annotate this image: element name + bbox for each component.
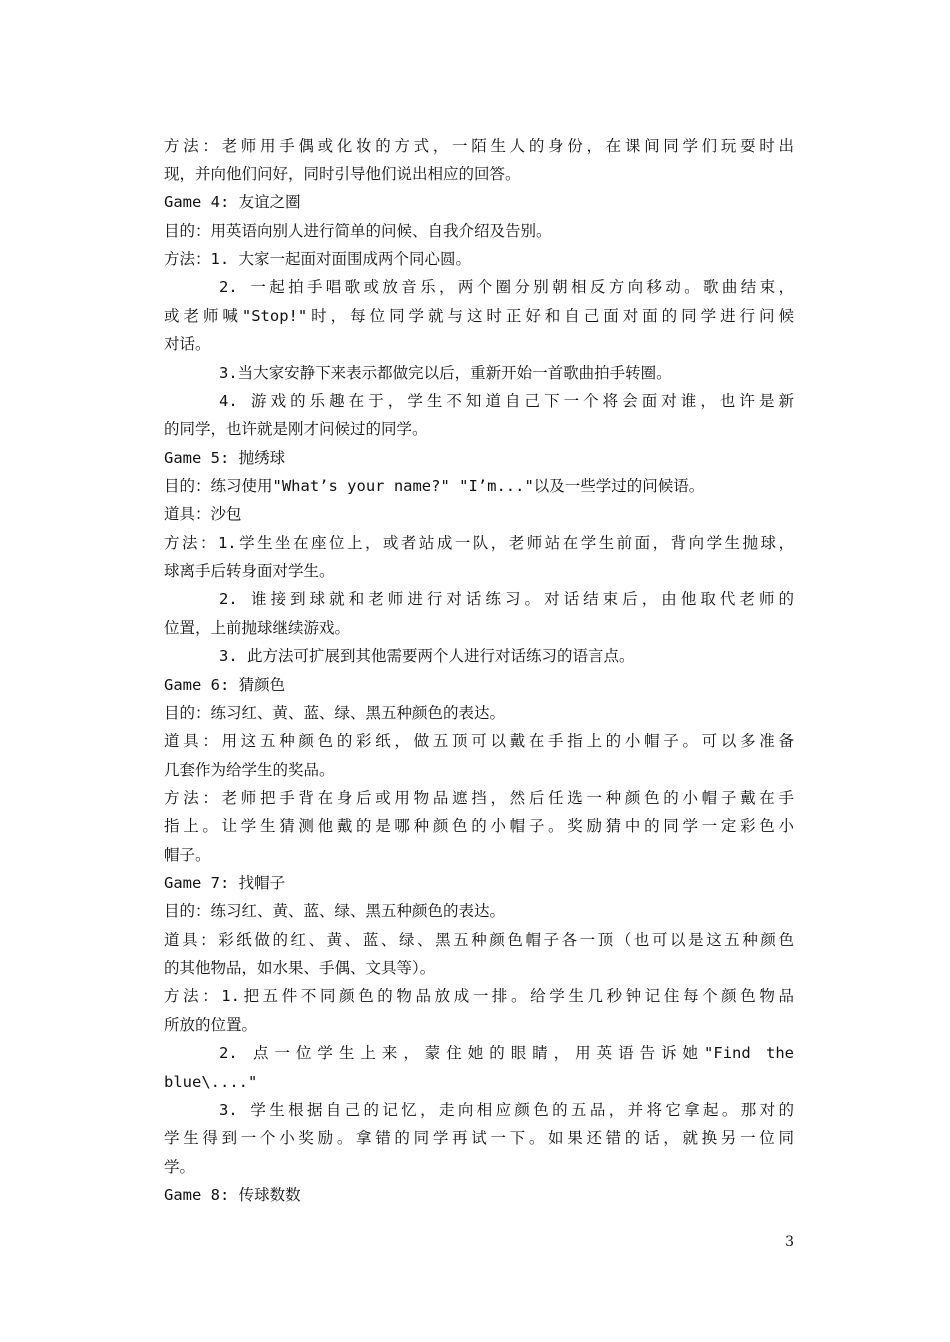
text-line: 的其他物品，如水果、手偶、文具等）。 — [164, 959, 436, 977]
text-line: 的同学，也许就是刚才问候过的同学。 — [164, 420, 428, 438]
text-line: 学生得到一个小奖励。拿错的同学再试一下。如果还错的话，就换另一位同 — [164, 1129, 794, 1147]
text-line: 学。 — [164, 1158, 196, 1176]
text-line: 或老师喊"Stop!"时，每位同学就与这时正好和自己面对面的同学进行问候 — [164, 307, 794, 325]
text-line: 方法：1.把五件不同颜色的物品放成一排。给学生几秒钟记住每个颜色物品 — [164, 987, 794, 1005]
text-line: 2. 一起拍手唱歌或放音乐，两个圈分别朝相反方向移动。歌曲结束， — [219, 278, 794, 296]
text-line: 道具：沙包 — [164, 505, 242, 523]
text-line: 3. 学生根据自己的记忆，走向相应颜色的五品，并将它拿起。那对的 — [219, 1101, 794, 1119]
text-line: 3.当大家安静下来表示都做完以后，重新开始一首歌曲拍手转圈。 — [219, 364, 672, 382]
section-heading: Game 4: 友谊之圈 — [164, 193, 301, 211]
text-line: 2. 谁接到球就和老师进行对话练习。对话结束后，由他取代老师的 — [219, 590, 794, 608]
text-line: 3. 此方法可扩展到其他需要两个人进行对话练习的语言点。 — [219, 647, 635, 665]
text-line: 所放的位置。 — [164, 1016, 258, 1034]
text-line: 目的：练习红、黄、蓝、绿、黑五种颜色的表达。 — [164, 902, 506, 920]
section-heading: Game 7: 找帽子 — [164, 874, 286, 892]
text-line: 几套作为给学生的奖品。 — [164, 761, 335, 779]
text-line: 位置，上前抛球继续游戏。 — [164, 619, 351, 637]
text-line: 目的：用英语向别人进行简单的问候、自我介绍及告别。 — [164, 222, 552, 240]
text-line: 4. 游戏的乐趣在于，学生不知道自己下一个将会面对谁，也许是新 — [219, 392, 794, 410]
text-line: blue\...." — [164, 1073, 258, 1091]
text-line: 指上。让学生猜测他戴的是哪种颜色的小帽子。奖励猜中的同学一定彩色小 — [164, 817, 794, 835]
text-line: 帽子。 — [164, 846, 211, 864]
text-line: 球离手后转身面对学生。 — [164, 562, 335, 580]
text-line: 方法：老师用手偶或化妆的方式，一陌生人的身份，在课间同学们玩耍时出 — [164, 137, 794, 155]
text-line: 道具：用这五种颜色的彩纸，做五顶可以戴在手指上的小帽子。可以多准备 — [164, 732, 794, 750]
page-number: 3 — [785, 1234, 794, 1250]
text-line: 方法：1.学生坐在座位上，或者站成一队，老师站在学生前面，背向学生抛球， — [164, 534, 794, 552]
text-line: 2. 点一位学生上来，蒙住她的眼睛，用英语告诉她"Find the — [219, 1044, 794, 1062]
text-line: 目的：练习红、黄、蓝、绿、黑五种颜色的表达。 — [164, 704, 506, 722]
text-line: 目的：练习使用"What’s your name?" "I’m..."以及一些学过的问候语。 — [164, 477, 705, 495]
section-heading: Game 8: 传球数数 — [164, 1186, 301, 1204]
text-line: 方法：1. 大家一起面对面围成两个同心圆。 — [164, 250, 471, 268]
section-heading: Game 6: 猜颜色 — [164, 676, 286, 694]
text-line: 方法：老师把手背在身后或用物品遮挡，然后任选一种颜色的小帽子戴在手 — [164, 789, 794, 807]
text-line: 对话。 — [164, 335, 211, 353]
section-heading: Game 5: 抛绣球 — [164, 449, 286, 467]
text-line: 道具：彩纸做的红、黄、蓝、绿、黑五种颜色帽子各一顶（也可以是这五种颜色 — [164, 931, 794, 949]
text-line: 现，并向他们问好，同时引导他们说出相应的回答。 — [164, 165, 521, 183]
